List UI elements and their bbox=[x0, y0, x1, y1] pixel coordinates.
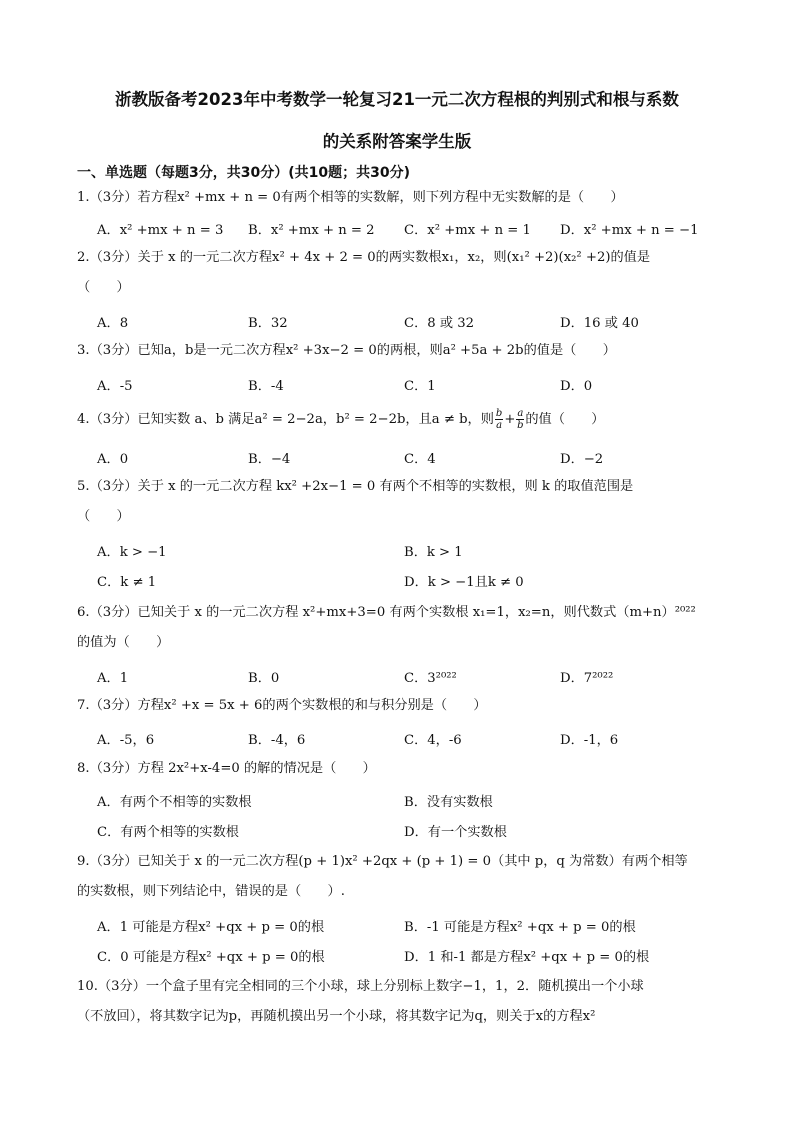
question-8-stem: 8.（3分）方程 2x²+x-4=0 的解的情况是（ ） bbox=[77, 761, 376, 776]
question-6-stem-cont: 的值为（ ） bbox=[77, 635, 170, 650]
question-7-option-b: B．-4，6 bbox=[248, 733, 306, 748]
question-9-option-d: D．1 和-1 都是方程x² +qx + p = 0的根 bbox=[404, 950, 650, 965]
question-3-stem: 3.（3分）已知a，b是一元二次方程x² +3x−2 = 0的两根，则a² +5a + 2b的值是（ ） bbox=[77, 343, 616, 358]
question-7-stem: 7.（3分）方程x² +x = 5x + 6的两个实数根的和与积分别是（ ） bbox=[77, 698, 487, 713]
question-5-option-a: A．k > −1 bbox=[97, 545, 167, 560]
question-9-stem-cont: 的实数根，则下列结论中，错误的是（ ）. bbox=[77, 884, 345, 899]
question-4-option-d: D．−2 bbox=[560, 452, 604, 467]
question-2-stem: 2.（3分）关于 x 的一元二次方程x² + 4x + 2 = 0的两实数根x₁，x₂，则(x₁² +2)(x₂² +2)的值是 bbox=[77, 250, 651, 265]
question-4-option-b: B．−4 bbox=[248, 452, 291, 467]
question-2-option-a: A．8 bbox=[97, 316, 129, 331]
question-3-option-c: C．1 bbox=[404, 379, 436, 394]
question-4-option-a: A．0 bbox=[97, 452, 129, 467]
question-9-option-c: C．0 可能是方程x² +qx + p = 0的根 bbox=[97, 950, 325, 965]
question-10-stem-cont: （不放回），将其数字记为p，再随机摸出另一个小球，将其数字记为q，则关于x的方程x² bbox=[77, 1009, 596, 1024]
question-2-option-c: C．8 或 32 bbox=[404, 316, 475, 331]
question-8-option-a: A．有两个不相等的实数根 bbox=[97, 795, 252, 810]
question-5-option-b: B．k > 1 bbox=[404, 545, 463, 560]
question-4-stem: 4.（3分）已知实数 a、b 满足a² = 2−2a，b² = 2−2b，且a ≠ b，则 $\frac{b}{a}$ + $\frac{a}{b}$ 的值（ ） bbox=[77, 408, 605, 431]
question-1-option-a: A．x² +mx + n = 3 bbox=[97, 223, 224, 238]
question-4-option-c: C．4 bbox=[404, 452, 436, 467]
question-5-stem: 5.（3分）关于 x 的一元二次方程 kx² +2x−1 = 0 有两个不相等的实数根，则 k 的取值范围是 bbox=[77, 479, 634, 494]
question-7-option-a: A．-5，6 bbox=[97, 733, 155, 748]
question-9-stem: 9.（3分）已知关于 x 的一元二次方程(p + 1)x² +2qx + (p + 1) = 0（其中 p，q 为常数）有两个相等 bbox=[77, 854, 688, 869]
fraction-b-over-a: $\frac{b}{a}$ bbox=[495, 408, 503, 431]
question-6-option-c: C．3²⁰²² bbox=[404, 671, 457, 686]
question-5-stem-cont: （ ） bbox=[77, 509, 130, 524]
question-8-option-c: C．有两个相等的实数根 bbox=[97, 825, 239, 840]
question-3-option-a: A．-5 bbox=[97, 379, 133, 394]
question-8-option-d: D．有一个实数根 bbox=[404, 825, 507, 840]
question-6-option-a: A．1 bbox=[97, 671, 129, 686]
question-8-option-b: B．没有实数根 bbox=[404, 795, 493, 810]
question-5-option-c: C．k ≠ 1 bbox=[97, 575, 157, 590]
question-7-option-c: C．4，-6 bbox=[404, 733, 462, 748]
question-9-option-b: B．-1 可能是方程x² +qx + p = 0的根 bbox=[404, 920, 636, 935]
question-2-option-d: D．16 或 40 bbox=[560, 316, 639, 331]
question-6-option-d: D．7²⁰²² bbox=[560, 671, 614, 686]
section-heading: 一、单选题（每题3分，共30分）(共10题；共30分) bbox=[77, 165, 410, 181]
question-5-option-d: D．k > −1且k ≠ 0 bbox=[404, 575, 524, 590]
question-7-option-d: D．-1，6 bbox=[560, 733, 619, 748]
question-1-option-b: B．x² +mx + n = 2 bbox=[248, 223, 375, 238]
question-3-option-d: D．0 bbox=[560, 379, 593, 394]
question-2-stem-cont: （ ） bbox=[77, 280, 130, 295]
question-1-stem: 1.（3分）若方程x² +mx + n = 0有两个相等的实数解，则下列方程中无实数解的是（ ） bbox=[77, 190, 624, 205]
question-3-option-b: B．-4 bbox=[248, 379, 284, 394]
question-4-stem-end: 的值（ ） bbox=[525, 412, 605, 427]
question-10-stem: 10.（3分）一个盒子里有完全相同的三个小球，球上分别标上数字−1，1，2．随机摸出一个小球 bbox=[77, 979, 644, 994]
question-9-option-a: A．1 可能是方程x² +qx + p = 0的根 bbox=[97, 920, 325, 935]
question-6-stem: 6.（3分）已知关于 x 的一元二次方程 x²+mx+3=0 有两个实数根 x₁=1，x₂=n，则代数式（m+n）²⁰²² bbox=[77, 605, 696, 620]
question-6-option-b: B．0 bbox=[248, 671, 280, 686]
question-2-option-b: B．32 bbox=[248, 316, 288, 331]
fraction-a-over-b: $\frac{a}{b}$ bbox=[517, 408, 524, 431]
question-1-option-c: C．x² +mx + n = 1 bbox=[404, 223, 531, 238]
question-1-option-d: D．x² +mx + n = −1 bbox=[560, 223, 699, 238]
document-title-line2: 的关系附答案学生版 bbox=[322, 132, 472, 151]
document-title-line1: 浙教版备考2023年中考数学一轮复习21一元二次方程根的判别式和根与系数 bbox=[115, 90, 679, 109]
question-4-stem-text: 4.（3分）已知实数 a、b 满足a² = 2−2a，b² = 2−2b，且a ≠ b，则 bbox=[77, 412, 494, 427]
